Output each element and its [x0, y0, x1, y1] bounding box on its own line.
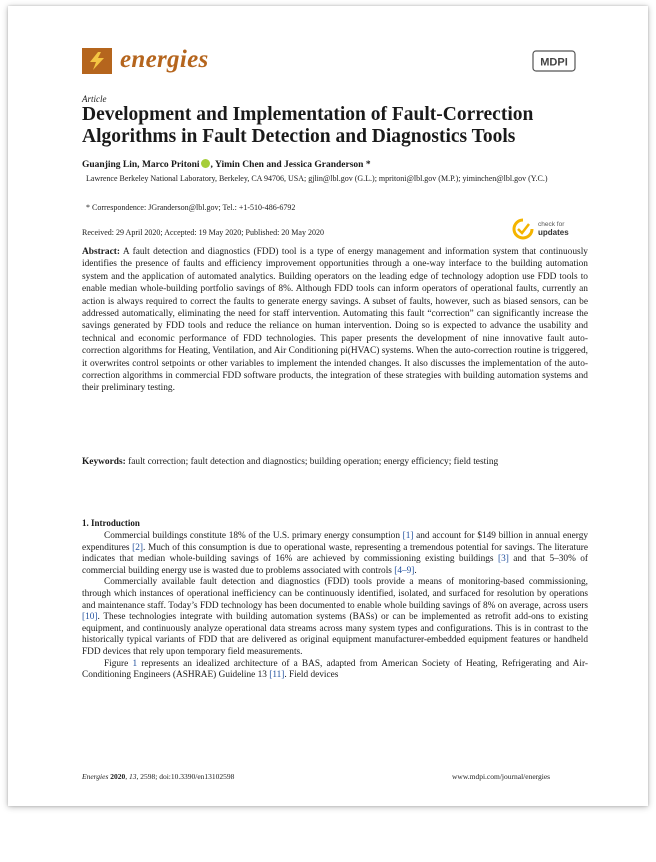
citation-link[interactable]: [10]: [82, 612, 98, 623]
mdpi-logo: [532, 50, 576, 72]
check-for-updates-badge[interactable]: [512, 218, 588, 240]
section-heading: 1. Introduction: [82, 518, 140, 528]
keywords-label: Keywords:: [82, 457, 126, 467]
abstract-label: Abstract:: [82, 247, 121, 257]
check-updates-big: updates: [538, 228, 569, 237]
check-updates-small: check for: [538, 221, 565, 228]
paragraph-2: Commercially available fault detection and diagnostics (FDD) tools provide a means of monitoring-based commissioning, through which instances of operational inefficiency can be continuously identified, isolated, and surfaced for resolution by operations and maintenance staff. Today’s FDD technology has been documented to enable whole building savings of 8% on average, across users [10]. These technologies integrate with building automation systems (BASs) or can be implemented as retrofit add-ons to existing equipment, and continuously analyze operational data streams across many system types and configurations. This is in contrast to the historically typical variants of FDD that are delivered as original equipment manufacturer-embedded equipment features or handheld FDD devices that rely upon temporary field measurements.: [82, 577, 588, 657]
abstract-text: A fault detection and diagnostics (FDD) tool is a type of energy management and information system that continuously identifies the presence of faults and efficiency improvement opportunities through a one-way interface to the building automation system and the application of automated analytics. Building operators on the leading edge of technology adoption use FDD tools to enable median whole-building portfolio savings of 8%. Although FDD tools can inform operators of operational faults, currently an action is always required to correct the faults to generate energy savings. A subset of faults, however, such as biased sensors, can be addressed automatically, eliminating the need for staff intervention. Automating this fault “correction” can significantly increase the savings generated by FDD tools and reduce the reliance on human intervention. Doing so is expected to advance the usability and technical and economic performance of FDD technologies. This paper presents the development of nine innovative fault auto-correction algorithms for Heating, Ventilation, and Air Conditioning pi(HVAC) systems. When the auto-correction routine is triggered, it overwrites control setpoints or other variables to implement the intended changes. It also discusses the implementation of the auto-correction algorithms in commercial FDD software products, the integration of these strategies with building automation systems and their preliminary testing.: [82, 247, 588, 394]
correspondence: * Correspondence: JGranderson@lbl.gov; Tel.: +1-510-486-6792: [86, 203, 296, 212]
journal-header: [82, 48, 582, 78]
introduction-body: [82, 531, 588, 682]
mdpi-text: MDPI: [540, 56, 568, 69]
journal-name: energies: [120, 46, 209, 73]
paragraph-3: Figure 1 represents an idealized architecture of a BAS, adapted from American Society of Heating, Refrigerating and Air-Conditioning Engineers (ASHRAE) Guideline 13 [11]. Field devices: [82, 658, 588, 681]
figure-link[interactable]: 1: [132, 658, 138, 669]
citation-link[interactable]: [11]: [269, 670, 285, 681]
footer-url[interactable]: www.mdpi.com/journal/energies: [452, 772, 551, 781]
article-type: Article: [82, 94, 107, 104]
citation-link[interactable]: [1]: [402, 531, 414, 541]
paper-page: [8, 6, 648, 806]
check-updates-icon: [512, 218, 534, 240]
author-pritoni: Marco Pritoni: [141, 160, 200, 170]
keywords-text: fault correction; fault detection and diagnostics; building operation; energy efficiency; field testing: [125, 457, 499, 467]
paragraph-1: Commercial buildings constitute 18% of the U.S. primary energy consumption [1] and account for $149 billion in annual energy expenditures [2]. Much of this consumption is due to operational waste, representing a tremendous potential for savings. The literature indicates that median whole-building savings of 16% are achieved by commissioning existing buildings [3] and that 5–30% of commercial building energy use is wasted due to problems associated with controls [4–9].: [82, 531, 588, 576]
keywords: [82, 456, 588, 468]
abstract: [82, 246, 588, 395]
energies-logo-icon: [82, 48, 112, 74]
publication-dates: Received: 29 April 2020; Accepted: 19 May 2020; Published: 20 May 2020: [82, 228, 324, 237]
author-rest: , Yimin Chen and Jessica Granderson *: [210, 160, 371, 170]
citation-link[interactable]: [2]: [132, 542, 143, 553]
author-lin: Guanjing Lin,: [82, 160, 142, 170]
citation-link[interactable]: [4–9]: [394, 565, 415, 576]
citation-link[interactable]: [3]: [497, 554, 509, 565]
authors: [82, 159, 371, 170]
paper-title: Development and Implementation of Fault-Correction Algorithms in Fault Detection and Diagnostics Tools: [82, 104, 534, 147]
footer-citation: Energies 2020, 13, 2598; doi:10.3390/en13102598: [82, 772, 235, 781]
orcid-icon[interactable]: [201, 159, 210, 168]
affiliation: Lawrence Berkeley National Laboratory, Berkeley, CA 94706, USA; gjlin@lbl.gov (G.L.); mpritoni@lbl.gov (M.P.); yiminchen@lbl.gov (Y.C.): [86, 174, 548, 183]
